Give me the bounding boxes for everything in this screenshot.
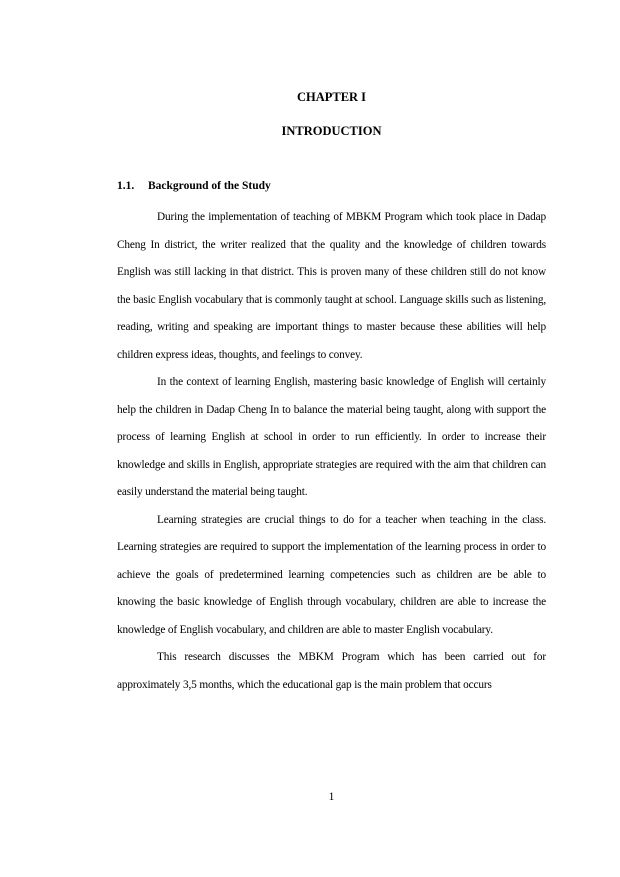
section-title: Background of the Study [148,180,271,192]
paragraph: During the implementation of teaching of MBKM Program which took place in Dadap Cheng In district, the writer realized that the quality and the knowledge of children towards English was still lacking in that district. This is proven many of these children still do not know the basic English vocabulary that is commonly taught at school. Language skills such as listening, reading, writing and speaking are important things to master because these abilities will help children express ideas, thoughts, and feelings to convey. [117,211,546,361]
page-number: 1 [328,791,335,803]
paragraph: Learning strategies are crucial things to do for a teacher when teaching in the class. Learning strategies are required to support the implementation of the learning process in order to achieve the goals of predetermined learning competencies such as children are be able to knowing the basic knowledge of English through vocabulary, children are able to increase the knowledge of English vocabulary, and children are able to master English vocabulary. [117,513,546,636]
section-heading [117,178,546,194]
section-number: 1.1. [117,180,135,192]
paragraph: This research discusses the MBKM Program which has been carried out for approximately 3,5 months, which the educational gap is the main problem that occurs [117,651,546,691]
chapter-title: INTRODUCTION [281,124,382,138]
paragraph: In the context of learning English, mastering basic knowledge of English will certainly help the children in Dadap Cheng In to balance the material being taught, along with support the process of learning English at school in order to run efficiently. In order to increase their knowledge and skills in English, appropriate strategies are required with the aim that children can easily understand the material being taught. [117,376,546,498]
body-text [117,204,546,699]
chapter-label: CHAPTER I [296,90,367,104]
